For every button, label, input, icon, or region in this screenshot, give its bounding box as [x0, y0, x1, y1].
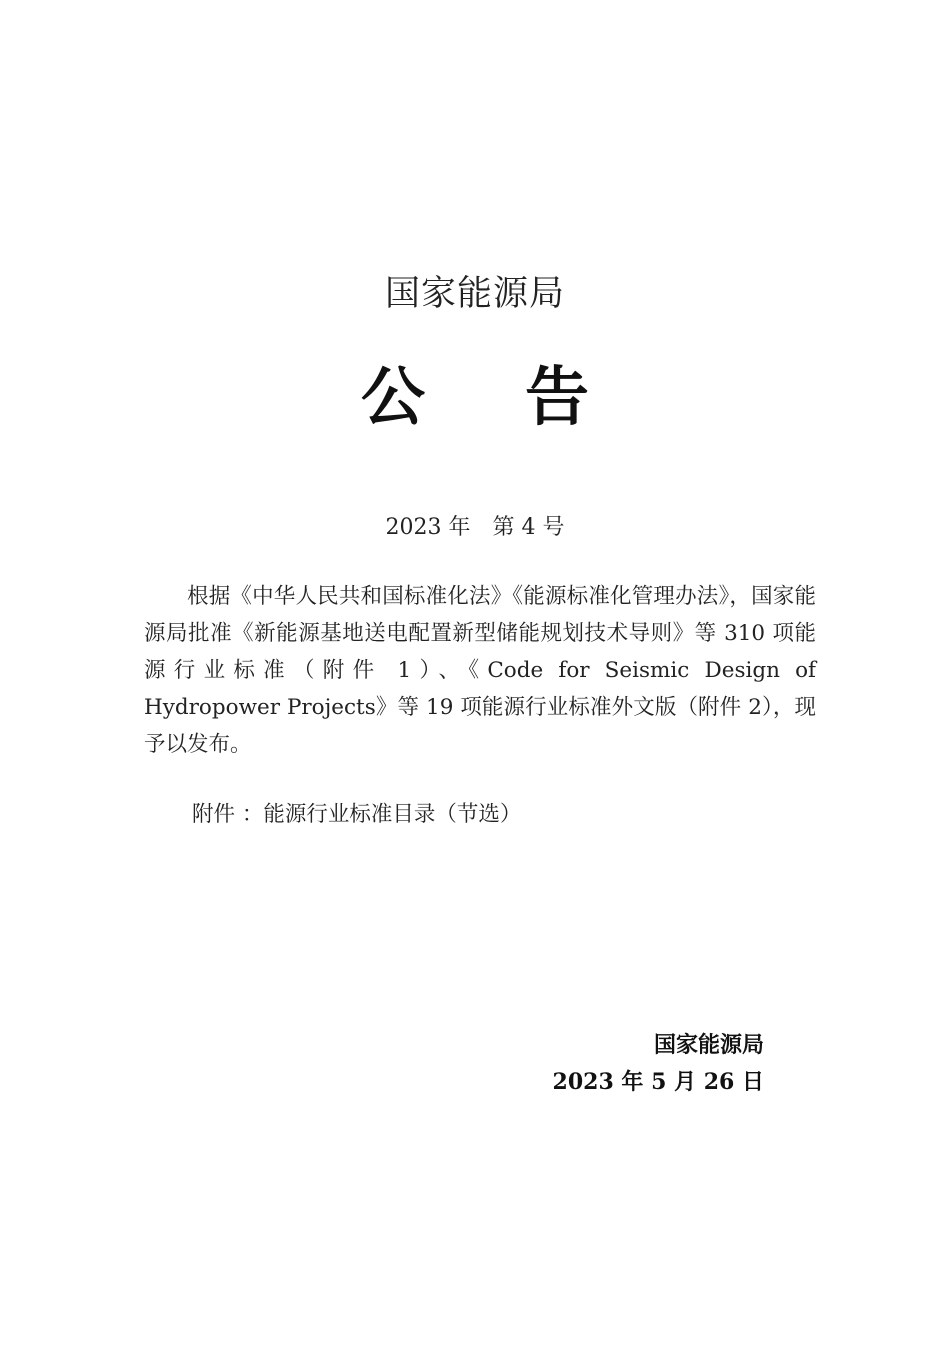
attachment-line: 附件 ：能源行业标准目录（节选）	[192, 802, 522, 827]
signature-block	[553, 1028, 764, 1100]
announcement-paragraph: 根据《中华人民共和国标准化法》《能源标准化管理办法》，国家能源局批准《新能源基地送电配置新型储能规划技术导则》等 310 项能源行业标准（附件 1）、《Code for Seismic Design of Hydropower Projects》等 19 项能源行业标准外文版（附件 2），现予以发布。	[144, 584, 816, 757]
title-char-2: 告	[525, 361, 589, 435]
document-title	[0, 346, 950, 438]
issue-number: 2023 年 第 4 号	[385, 515, 565, 540]
signature-date: 2023 年 5 月 26 日	[552, 1069, 764, 1095]
issuer-heading: 国家能源局	[384, 274, 565, 314]
title-char-1: 公	[361, 361, 425, 435]
signature-organization: 国家能源局	[653, 1033, 764, 1058]
